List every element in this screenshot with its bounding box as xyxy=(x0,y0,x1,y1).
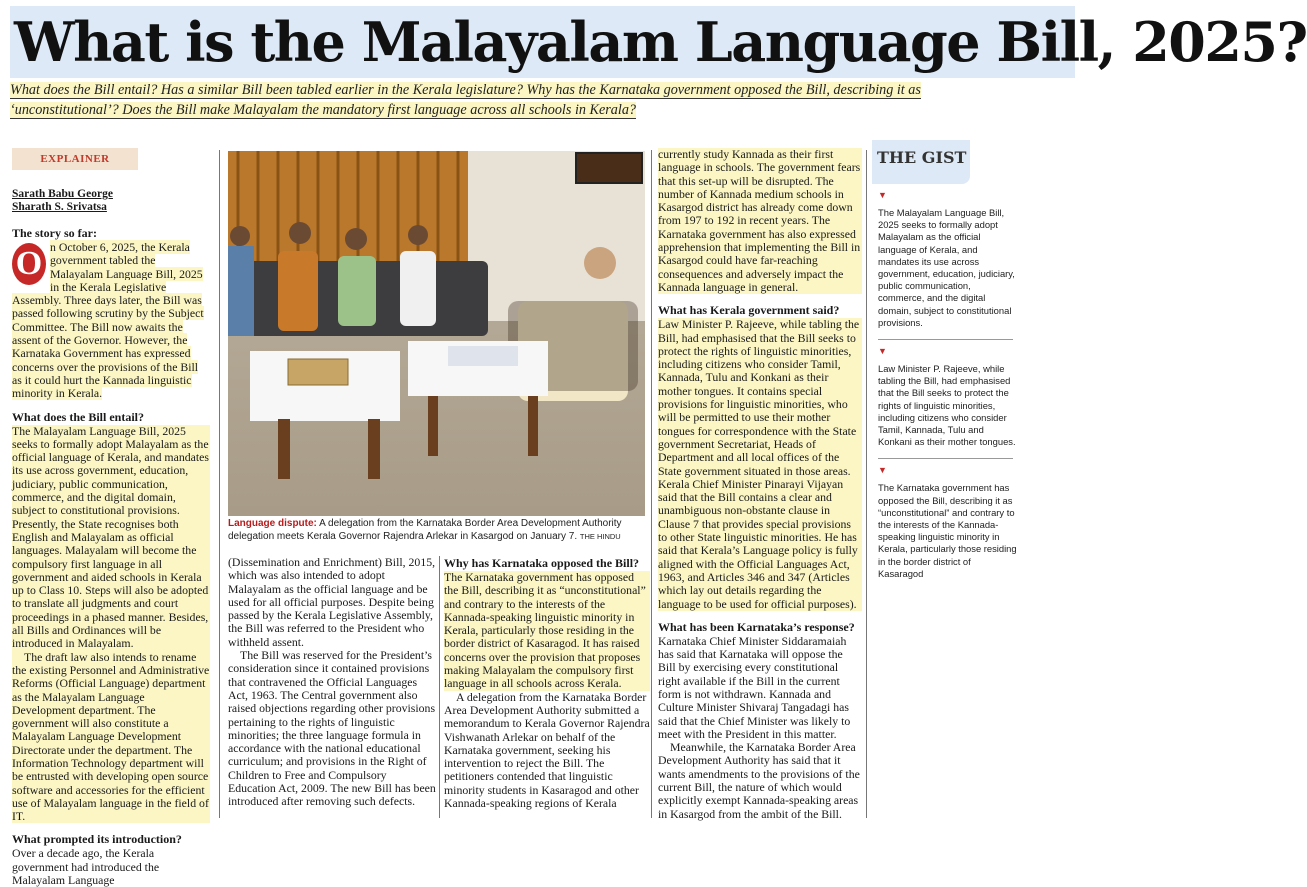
opposed-heading: Why has Karnataka opposed the Bill? xyxy=(444,556,640,570)
gist-item-3 xyxy=(878,465,1018,580)
delegation-photo-illustration xyxy=(228,151,645,516)
news-photo xyxy=(228,151,645,516)
story-heading: The story so far: xyxy=(12,226,97,240)
triangle-down-icon: ▼ xyxy=(878,190,887,200)
explainer-tag: EXPLAINER xyxy=(12,148,138,170)
gist-item-2 xyxy=(878,346,1018,448)
col2-paragraph-1: (Dissemination and Enrichment) Bill, 2015, which was also intended to adopt Malayalam as the official language and be used for all official purposes. Despite being passed by the Kerala Legislative Assembly, the Bill was referred to the President who withheld assent. xyxy=(228,555,436,649)
column-3 xyxy=(444,556,650,810)
kerala-heading: What has Kerala government said? xyxy=(658,303,840,318)
author-byline-1[interactable]: Sarath Babu George xyxy=(12,188,113,200)
gist-divider-1 xyxy=(878,339,1013,340)
response-paragraph-2: Meanwhile, the Karnataka Border Area Development Authority has said that it wants amendments to the provisions of the current Bill, the nature of which would explicitly exempt Kannada-speaking areas in Kasargod from the ambit of the Bill. xyxy=(658,740,860,821)
photo-credit: THE HINDU xyxy=(579,531,621,541)
gist-divider-2 xyxy=(878,458,1013,459)
column-rule-2 xyxy=(439,556,440,818)
col4-paragraph-1: currently study Kannada as their first language in schools. The government fears that this set-up will be disrupted. The number of Kannada medium schools in Kasargod district has already come down from 197 to 192 in recent years. The Karnataka government has also expressed apprehension that implementing the Bill in Kasargod could have far-reaching consequences and adversely impact the Kannada language in general. xyxy=(658,147,861,294)
author-byline-2[interactable]: Sharath S. Srivatsa xyxy=(12,201,107,213)
opposed-paragraph-1: The Karnataka government has opposed the Bill, describing it as “unconstitutional” and contrary to the interests of the Kannada-speaking linguistic minority in Kerala, particularly those residing in the border district of Kasaragod. It has raised concerns over the provision that proposes making Malayalam the compulsory first language in all schools across Kerala. xyxy=(444,571,650,691)
column-1 xyxy=(12,148,210,887)
gist-title: THE GIST xyxy=(872,140,970,184)
story-paragraph xyxy=(12,241,210,401)
gist-item-2-text: Law Minister P. Rajeeve, while tabling the Bill, had emphasised that the Bill seeks to protect the rights of linguistic minorities, including citizens who consider Tamil, Kannada, Tulu and Konkani as their mother tongues. xyxy=(878,363,1016,448)
standfirst-line-2: ‘unconstitutional’? Does the Bill make Malayalam the mandatory first language across all schools in Kerala? xyxy=(10,102,637,118)
kerala-paragraph: Law Minister P. Rajeeve, while tabling the Bill, had emphasised that the Bill seeks to protect the rights of linguistic minorities, including citizens who consider Tamil, Kannada, Tulu and Konkani as their mother tongues. It contains special provisions for linguistic minorities, who will be permitted to use their mother tongues for correspondence with the State government Secretariat, Heads of Department and all local offices of the State government situated in those areas. Kerala Chief Minister Pinarayi Vijayan said that the Bill contains a clear and unambiguous non-obstante clause in Clause 7 that provides special provisions to other State linguistic minorities. He has said that Kerala’s Language policy is fully aligned with the Official Languages Act, 1963, and Articles 346 and 347 (Articles which lay out details regarding the language to be used for official purposes). xyxy=(658,318,862,611)
gist-panel xyxy=(872,140,1072,580)
standfirst xyxy=(10,80,1010,120)
column-2 xyxy=(228,556,436,809)
opposed-paragraph-2: A delegation from the Karnataka Border Area Development Authority submitted a memorandum to Kerala Governor Rajendra Vishwanath Arlekar on behalf of the Karnataka government, seeking his intervention to reject the Bill. The petitioners contended that linguistic minority students in Kasaragod and other Kannada-speaking regions of Kerala xyxy=(444,689,650,811)
column-rule-3 xyxy=(651,150,652,818)
entail-paragraph-2: The draft law also intends to rename the existing Personnel and Administrative Reforms (Official Language) department as the Malayalam Language Development department. The government will also constitute a Malayalam Language Development Directorate under the department. The Information Technology department will be entrusted with developing open source software and accessories for the efficient use of Malayalam language in the field of IT. xyxy=(12,649,210,824)
caption-text: A delegation from the Karnataka Border Area Development Authority delegation meets Kerala Governor Rajendra Arlekar in Kasargod on January 7. xyxy=(228,518,622,542)
headline: What is the Malayalam Language Bill, 2025? xyxy=(10,6,1075,78)
entail-paragraph-1: The Malayalam Language Bill, 2025 seeks to formally adopt Malayalam as the official language of Kerala, and mandates its use across government, education, judiciary, public communication, commerce, and the digital domain, subject to constitutional provisions. Presently, the State recognises both English and Malayalam as official languages. Malayalam will become the compulsory first language in all government and aided schools in Kerala up to Class 10. Steps will also be adopted to translate all judgments and court proceedings in a phased manner. Besides, all Bills and Ordinances will be introduced in Malayalam. xyxy=(12,423,209,651)
column-rule-1 xyxy=(219,150,220,818)
photo-caption xyxy=(228,518,645,543)
col2-paragraph-2: The Bill was reserved for the President’s consideration since it contained provisions that contravened the Official Languages Act, 1963. The Central government also raised objections regarding other provisions pertaining to the rights of linguistic minorities; the three language formula in accordance with the national educational curriculum; and provisions in the Right of Children to Free and Compulsory Education Act, 2009. The new Bill has been introduced after removing such defects. xyxy=(228,648,436,809)
story-text: n October 6, 2025, the Kerala government tabled the Malayalam Language Bill, 2025 in the Kerala Legislative Assembly. Three days later, the Bill was passed following scrutiny by the Subject Committee. The Bill now awaits the assent of the Governor. However, the Karnataka Government has expressed concerns over the provisions of the Bill as it could hurt the Kannada linguistic minority in Kerala. xyxy=(12,240,204,401)
gist-item-1-text: The Malayalam Language Bill, 2025 seeks to formally adopt Malayalam as the official language of Kerala, and mandates its use across government, education, judiciary, public communication, commerce, and the digital domain, subject to constitutional provisions. xyxy=(878,207,1015,328)
triangle-down-icon: ▼ xyxy=(878,465,887,476)
standfirst-line-1: What does the Bill entail? Has a similar Bill been tabled earlier in the Kerala legislature? Why has the Karnataka government opposed the Bill, describing it as xyxy=(10,82,921,98)
response-paragraph-1: Karnataka Chief Minister Siddaramaiah has said that Karnataka will oppose the Bill by exercising every constitutional right available if the Bill in the current form is not withdrawn. Kannada and Culture Minister Shivaraj Tangadagi has said that the Chief Minister was likely to meet with the President in this matter. xyxy=(658,633,851,741)
caption-label: Language dispute: xyxy=(228,518,317,529)
dropcap: O xyxy=(12,243,46,285)
prompted-paragraph: Over a decade ago, the Kerala government had introduced the Malayalam Language xyxy=(12,846,160,887)
column-4 xyxy=(658,148,862,821)
prompted-heading: What prompted its introduction? xyxy=(12,832,182,847)
column-rule-4 xyxy=(866,150,867,818)
triangle-down-icon: ▼ xyxy=(878,346,887,357)
entail-heading: What does the Bill entail? xyxy=(12,409,145,424)
gist-item-1 xyxy=(878,190,1018,329)
response-heading: What has been Karnataka’s response? xyxy=(658,619,855,634)
gist-item-3-text: The Karnataka government has opposed the Bill, describing it as “unconstitutional” and contrary to the interests of the Kannada-speaking linguistic minority in Kerala, particularly those residing in the border district of Kasaragod xyxy=(878,482,1017,579)
